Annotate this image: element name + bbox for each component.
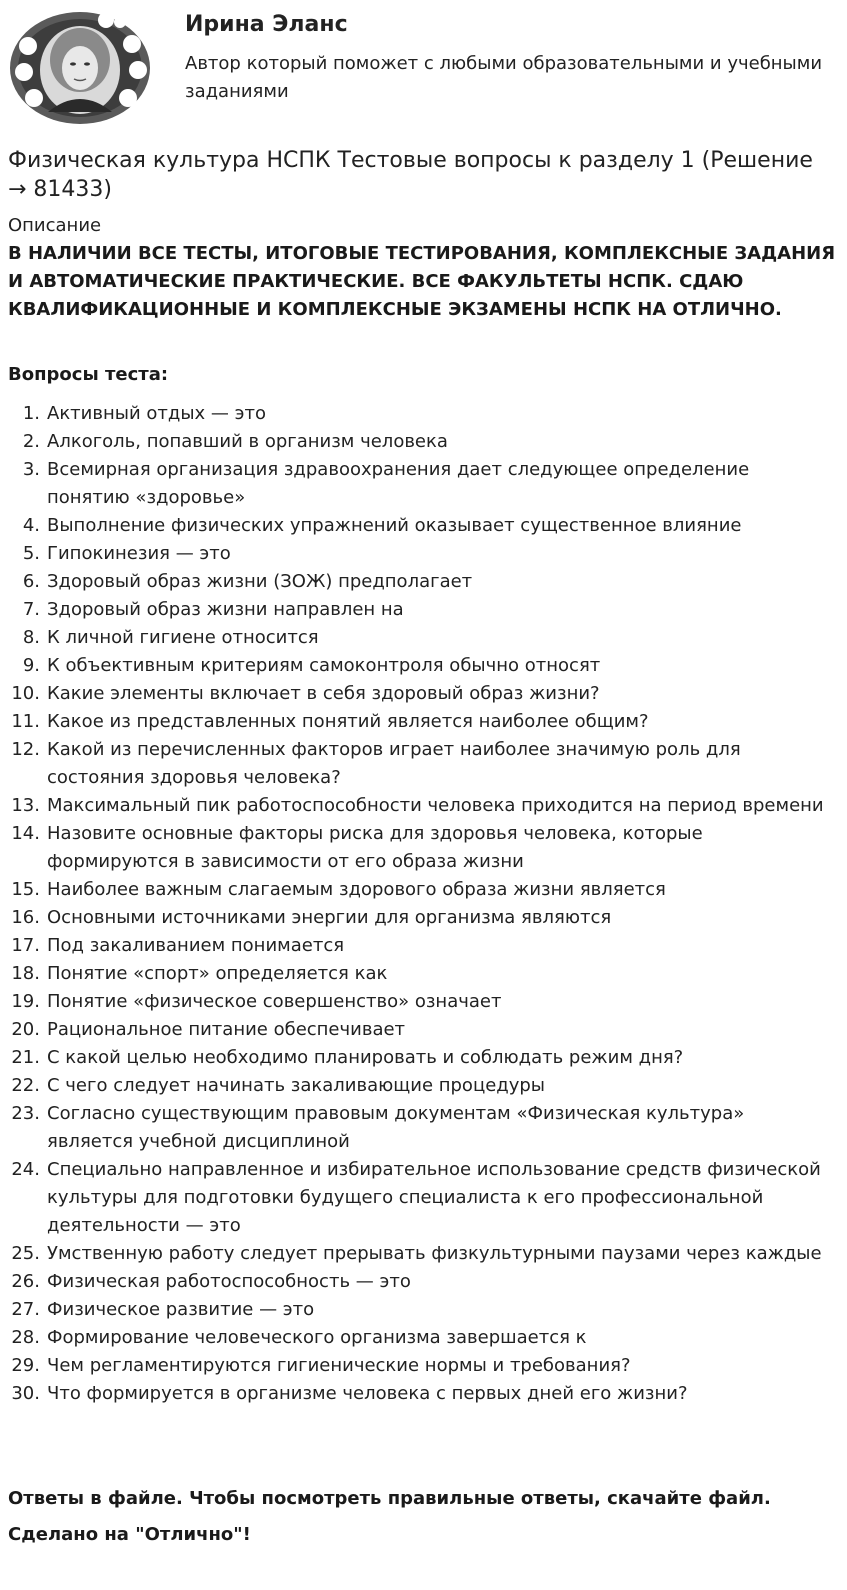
question-text: С какой целью необходимо планировать и соблюдать режим дня?	[47, 1047, 684, 1068]
question-text: Под закаливанием понимается	[47, 935, 345, 956]
question-number: 15.	[11, 879, 40, 900]
question-number: 17.	[11, 935, 40, 956]
question-number: 18.	[11, 963, 40, 984]
question-item	[0, 1156, 830, 1240]
question-item	[0, 680, 830, 708]
question-text: Здоровый образ жизни (ЗОЖ) предполагает	[47, 571, 473, 592]
question-item	[0, 1072, 830, 1100]
question-number: 12.	[11, 739, 40, 760]
question-number: 7.	[22, 599, 40, 620]
question-item	[0, 652, 830, 680]
question-text: С чего следует начинать закаливающие процедуры	[47, 1075, 546, 1096]
question-number: 13.	[11, 795, 40, 816]
question-number: 3.	[22, 459, 40, 480]
question-number: 20.	[11, 1019, 40, 1040]
question-number: 8.	[22, 627, 40, 648]
question-item	[0, 736, 830, 792]
page-title: Физическая культура НСПК Тестовые вопросы к разделу 1 (Решение → 81433)	[8, 148, 813, 202]
question-item	[0, 1380, 830, 1408]
question-item	[0, 792, 830, 820]
question-text: Понятие «физическое совершенство» означает	[47, 991, 502, 1012]
question-item	[0, 456, 830, 512]
question-number: 24.	[11, 1159, 40, 1180]
question-text: Алкоголь, попавший в организм человека	[47, 431, 448, 452]
question-text: Что формируется в организме человека с первых дней его жизни?	[47, 1383, 688, 1404]
avatar	[8, 8, 153, 126]
question-text: Максимальный пик работоспособности человека приходится на период времени	[47, 795, 824, 816]
question-text: Рациональное питание обеспечивает	[47, 1019, 406, 1040]
question-text: Специально направленное и избирательное использование средств физической культуры для подготовки будущего специалиста к его профессиональной деятельности — это	[47, 1159, 821, 1236]
question-item	[0, 428, 830, 456]
question-text: Физическое развитие — это	[47, 1299, 315, 1320]
question-item	[0, 876, 830, 904]
question-number: 23.	[11, 1103, 40, 1124]
question-item	[0, 988, 830, 1016]
question-number: 27.	[11, 1299, 40, 1320]
question-item	[0, 1044, 830, 1072]
question-number: 21.	[11, 1047, 40, 1068]
question-text: Выполнение физических упражнений оказывает существенное влияние	[47, 515, 742, 536]
question-number: 2.	[22, 431, 40, 452]
question-item	[0, 540, 830, 568]
question-text: Физическая работоспособность — это	[47, 1271, 411, 1292]
question-text: Согласно существующим правовым документам «Физическая культура» является учебной дисциплиной	[47, 1103, 745, 1152]
question-text: Назовите основные факторы риска для здоровья человека, которые формируются в зависимости от его образа жизни	[47, 823, 703, 872]
question-item	[0, 1296, 830, 1324]
answers-note: Ответы в файле. Чтобы посмотреть правильные ответы, скачайте файл.	[8, 1488, 771, 1509]
questions-heading: Вопросы теста:	[8, 364, 169, 385]
question-number: 6.	[22, 571, 40, 592]
question-item	[0, 932, 830, 960]
question-text: Основными источниками энергии для организма являются	[47, 907, 612, 928]
question-item	[0, 1100, 830, 1156]
author-name[interactable]: Ирина Эланс	[185, 12, 348, 37]
author-description: Автор который поможет с любыми образовательными и учебными заданиями	[185, 53, 823, 102]
question-number: 10.	[11, 683, 40, 704]
author-header	[8, 8, 838, 128]
question-text: Наиболее важным слагаемым здорового образа жизни является	[47, 879, 666, 900]
question-item	[0, 1324, 830, 1352]
question-number: 4.	[22, 515, 40, 536]
question-number: 16.	[11, 907, 40, 928]
question-number: 28.	[11, 1327, 40, 1348]
question-text: Чем регламентируются гигиенические нормы и требования?	[47, 1355, 631, 1376]
question-number: 5.	[22, 543, 40, 564]
question-text: Формирование человеческого организма завершается к	[47, 1327, 587, 1348]
question-item	[0, 708, 830, 736]
question-text: К личной гигиене относится	[47, 627, 319, 648]
question-item	[0, 1240, 830, 1268]
question-number: 22.	[11, 1075, 40, 1096]
question-text: Умственную работу следует прерывать физкультурными паузами через каждые	[47, 1243, 822, 1264]
question-number: 25.	[11, 1243, 40, 1264]
question-item	[0, 960, 830, 988]
question-text: Какой из перечисленных факторов играет наиболее значимую роль для состояния здоровья человека?	[47, 739, 741, 788]
question-item	[0, 596, 830, 624]
film-reel-portrait-avatar-icon	[10, 12, 150, 124]
question-item	[0, 400, 830, 428]
question-item	[0, 1016, 830, 1044]
question-number: 29.	[11, 1355, 40, 1376]
question-item	[0, 820, 830, 876]
question-text: Какое из представленных понятий является наиболее общим?	[47, 711, 649, 732]
question-text: Всемирная организация здравоохранения дает следующее определение понятию «здоровье»	[47, 459, 750, 508]
question-item	[0, 624, 830, 652]
question-text: Активный отдых — это	[47, 403, 267, 424]
question-item	[0, 904, 830, 932]
question-item	[0, 1352, 830, 1380]
question-text: Понятие «спорт» определяется как	[47, 963, 388, 984]
description-label: Описание	[8, 215, 102, 236]
description-body: В НАЛИЧИИ ВСЕ ТЕСТЫ, ИТОГОВЫЕ ТЕСТИРОВАНИЯ, КОМПЛЕКСНЫЕ ЗАДАНИЯ И АВТОМАТИЧЕСКИЕ ПРАКТИЧЕСКИЕ. ВСЕ ФАКУЛЬТЕТЫ НСПК. СДАЮ КВАЛИФИКАЦИОННЫЕ И КОМПЛЕКСНЫЕ ЭКЗАМЕНЫ НСПК НА ОТЛИЧНО.	[8, 243, 836, 320]
grade-note: Сделано на "Отлично"!	[8, 1524, 251, 1545]
question-number: 1.	[22, 403, 40, 424]
question-number: 14.	[11, 823, 40, 844]
questions-list	[0, 400, 830, 1408]
question-number: 26.	[11, 1271, 40, 1292]
question-text: Гипокинезия — это	[47, 543, 231, 564]
question-item	[0, 568, 830, 596]
question-number: 9.	[22, 655, 40, 676]
question-number: 19.	[11, 991, 40, 1012]
question-text: Какие элементы включает в себя здоровый образ жизни?	[47, 683, 600, 704]
question-item	[0, 1268, 830, 1296]
question-item	[0, 512, 830, 540]
question-number: 30.	[11, 1383, 40, 1404]
question-text: Здоровый образ жизни направлен на	[47, 599, 404, 620]
question-number: 11.	[11, 711, 40, 732]
question-text: К объективным критериям самоконтроля обычно относят	[47, 655, 601, 676]
